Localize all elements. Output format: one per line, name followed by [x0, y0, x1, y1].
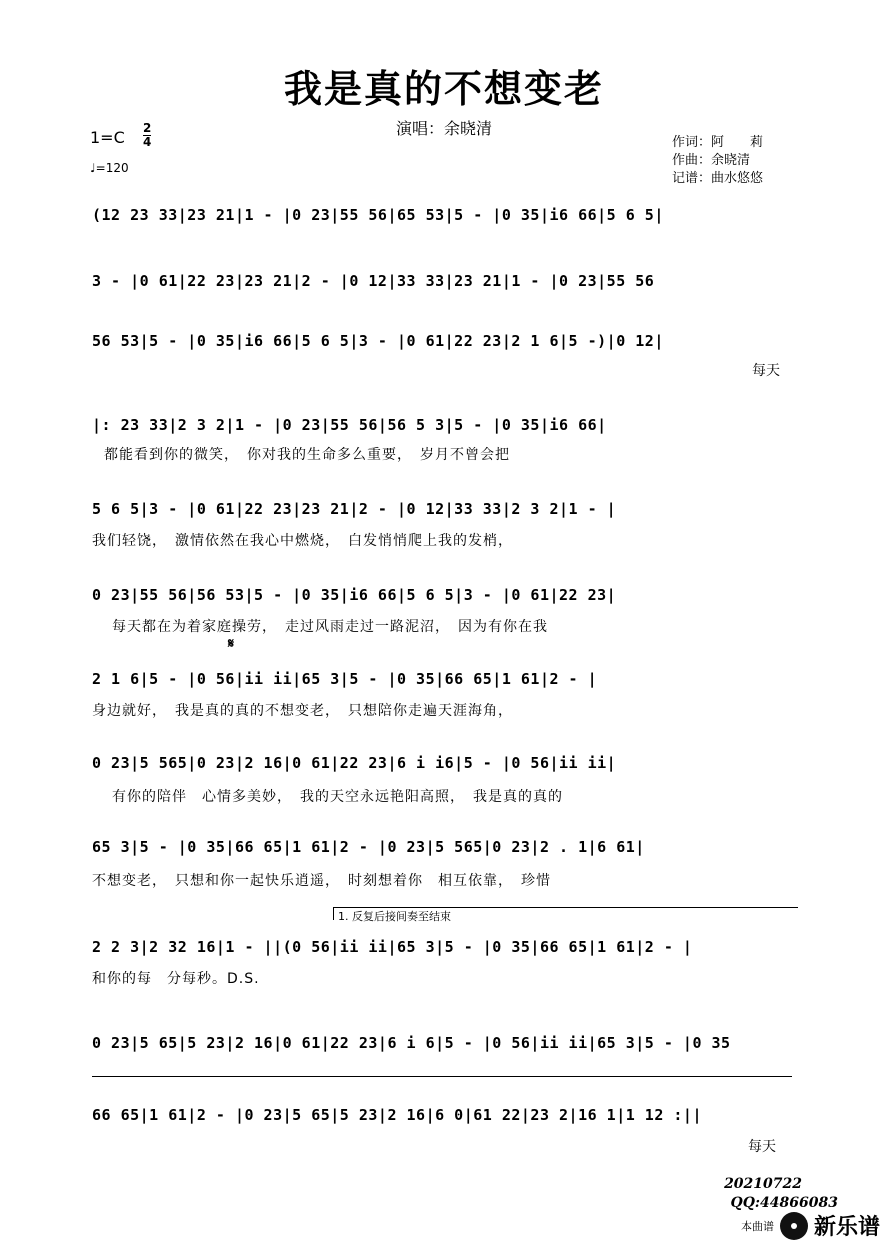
lyrics-line: 和你的每 分每秒。D.S.: [92, 971, 260, 987]
credit-composer: 作曲：余晓清: [672, 153, 751, 168]
notes-line: 5 6 5|3 - |0 61|22 23|23 21|2 - |0 12|33 33|2 3 2|1 - |: [92, 500, 617, 518]
volta-bracket: 1. 反复后接间奏至结束: [333, 907, 798, 920]
lyrics-line: 每天: [752, 363, 780, 379]
record-icon: [780, 1212, 808, 1240]
notes-line: (12 23 33|23 21|1 - |0 23|55 56|65 53|5 - |0 35|i6 66|5 6 5|: [92, 206, 664, 224]
tempo-marking: ♩=120: [90, 161, 129, 175]
singer-credit: 演唱：余晓清: [395, 119, 492, 138]
lyrics-line: 每天都在为着家庭操劳， 走过风雨走过一路泥沼， 因为有你在我: [112, 619, 548, 635]
score-row-3: [92, 326, 792, 360]
score-row-6: [92, 580, 792, 614]
score-row-9: [92, 832, 792, 866]
time-signature-top: 2: [143, 121, 152, 135]
lyrics-line: 有你的陪伴 心情多美妙， 我的天空永远艳阳高照， 我是真的真的: [112, 789, 563, 805]
lyrics-line: 身边就好， 我是真的真的不想变老， 只想陪你走遍天涯海角，: [92, 703, 513, 719]
footer-qq: QQ:44866083: [730, 1195, 838, 1211]
lyrics-line: 都能看到你的微笑， 你对我的生命多么重要， 岁月不曾会把: [104, 447, 510, 463]
notes-line: 0 23|5 65|5 23|2 16|0 61|22 23|6 i 6|5 - |0 56|ii ii|65 3|5 - |0 35: [92, 1034, 731, 1052]
logo-name: 新乐谱: [813, 1215, 880, 1240]
notes-line: 0 23|5 565|0 23|2 16|0 61|22 23|6 i i6|5 - |0 56|ii ii|: [92, 754, 617, 772]
notes-line: 2 2 3|2 32 16|1 - ||(0 56|ii ii|65 3|5 - |0 35|66 65|1 61|2 - |: [92, 938, 693, 956]
volta-2-line: [92, 1076, 792, 1077]
time-signature-bottom: 4: [143, 135, 152, 149]
notes-line: |: 23 33|2 3 2|1 - |0 23|55 56|56 5 3|5 - |0 35|i6 66|: [92, 416, 607, 434]
lyrics-line: 我们轻饶， 激情依然在我心中燃烧， 白发悄悄爬上我的发梢，: [92, 533, 513, 549]
notes-line: 0 23|55 56|56 53|5 - |0 35|i6 66|5 6 5|3 - |0 61|22 23|: [92, 586, 617, 604]
song-title: 我是真的不想变老: [283, 66, 604, 111]
notes-line: 2 1 6|5 - |0 56|ii ii|65 3|5 - |0 35|66 65|1 61|2 - |: [92, 670, 598, 688]
notes-line: 65 3|5 - |0 35|66 65|1 61|2 - |0 23|5 565|0 23|2 . 1|6 61|: [92, 838, 645, 856]
key-signature: 1=C: [90, 128, 125, 147]
score-row-12: [92, 1100, 792, 1134]
score-row-8: [92, 748, 792, 782]
score-row-7: [92, 664, 792, 698]
credit-lyricist: 作词：阿 莉: [672, 135, 764, 150]
credits-block: [672, 134, 763, 188]
notes-line: 56 53|5 - |0 35|i6 66|5 6 5|3 - |0 61|22 23|2 1 6|5 -)|0 12|: [92, 332, 664, 350]
score-row-2: [92, 266, 792, 300]
segno-sign: 𝄋: [228, 636, 235, 652]
logo-prefix: 本曲谱: [740, 1219, 774, 1233]
score-row-5: [92, 494, 792, 528]
footer-date: 20210722: [724, 1176, 802, 1192]
time-signature: [143, 122, 151, 149]
notes-line: 3 - |0 61|22 23|23 21|2 - |0 12|33 33|23 21|1 - |0 23|55 56: [92, 272, 655, 290]
credit-transcriber: 记谱：曲水悠悠: [672, 171, 764, 186]
notes-line: 66 65|1 61|2 - |0 23|5 65|5 23|2 16|6 0|61 22|23 2|16 1|1 12 :||: [92, 1106, 702, 1124]
score-row-10: [92, 932, 792, 966]
score-row-1: [92, 200, 792, 234]
site-logo: [741, 1210, 880, 1241]
lyrics-line: 不想变老， 只想和你一起快乐逍遥， 时刻想着你 相互依靠， 珍惜: [92, 873, 551, 889]
lyrics-line: 每天: [748, 1139, 776, 1155]
score-row-4: [92, 410, 792, 444]
score-row-11: [92, 1028, 792, 1062]
